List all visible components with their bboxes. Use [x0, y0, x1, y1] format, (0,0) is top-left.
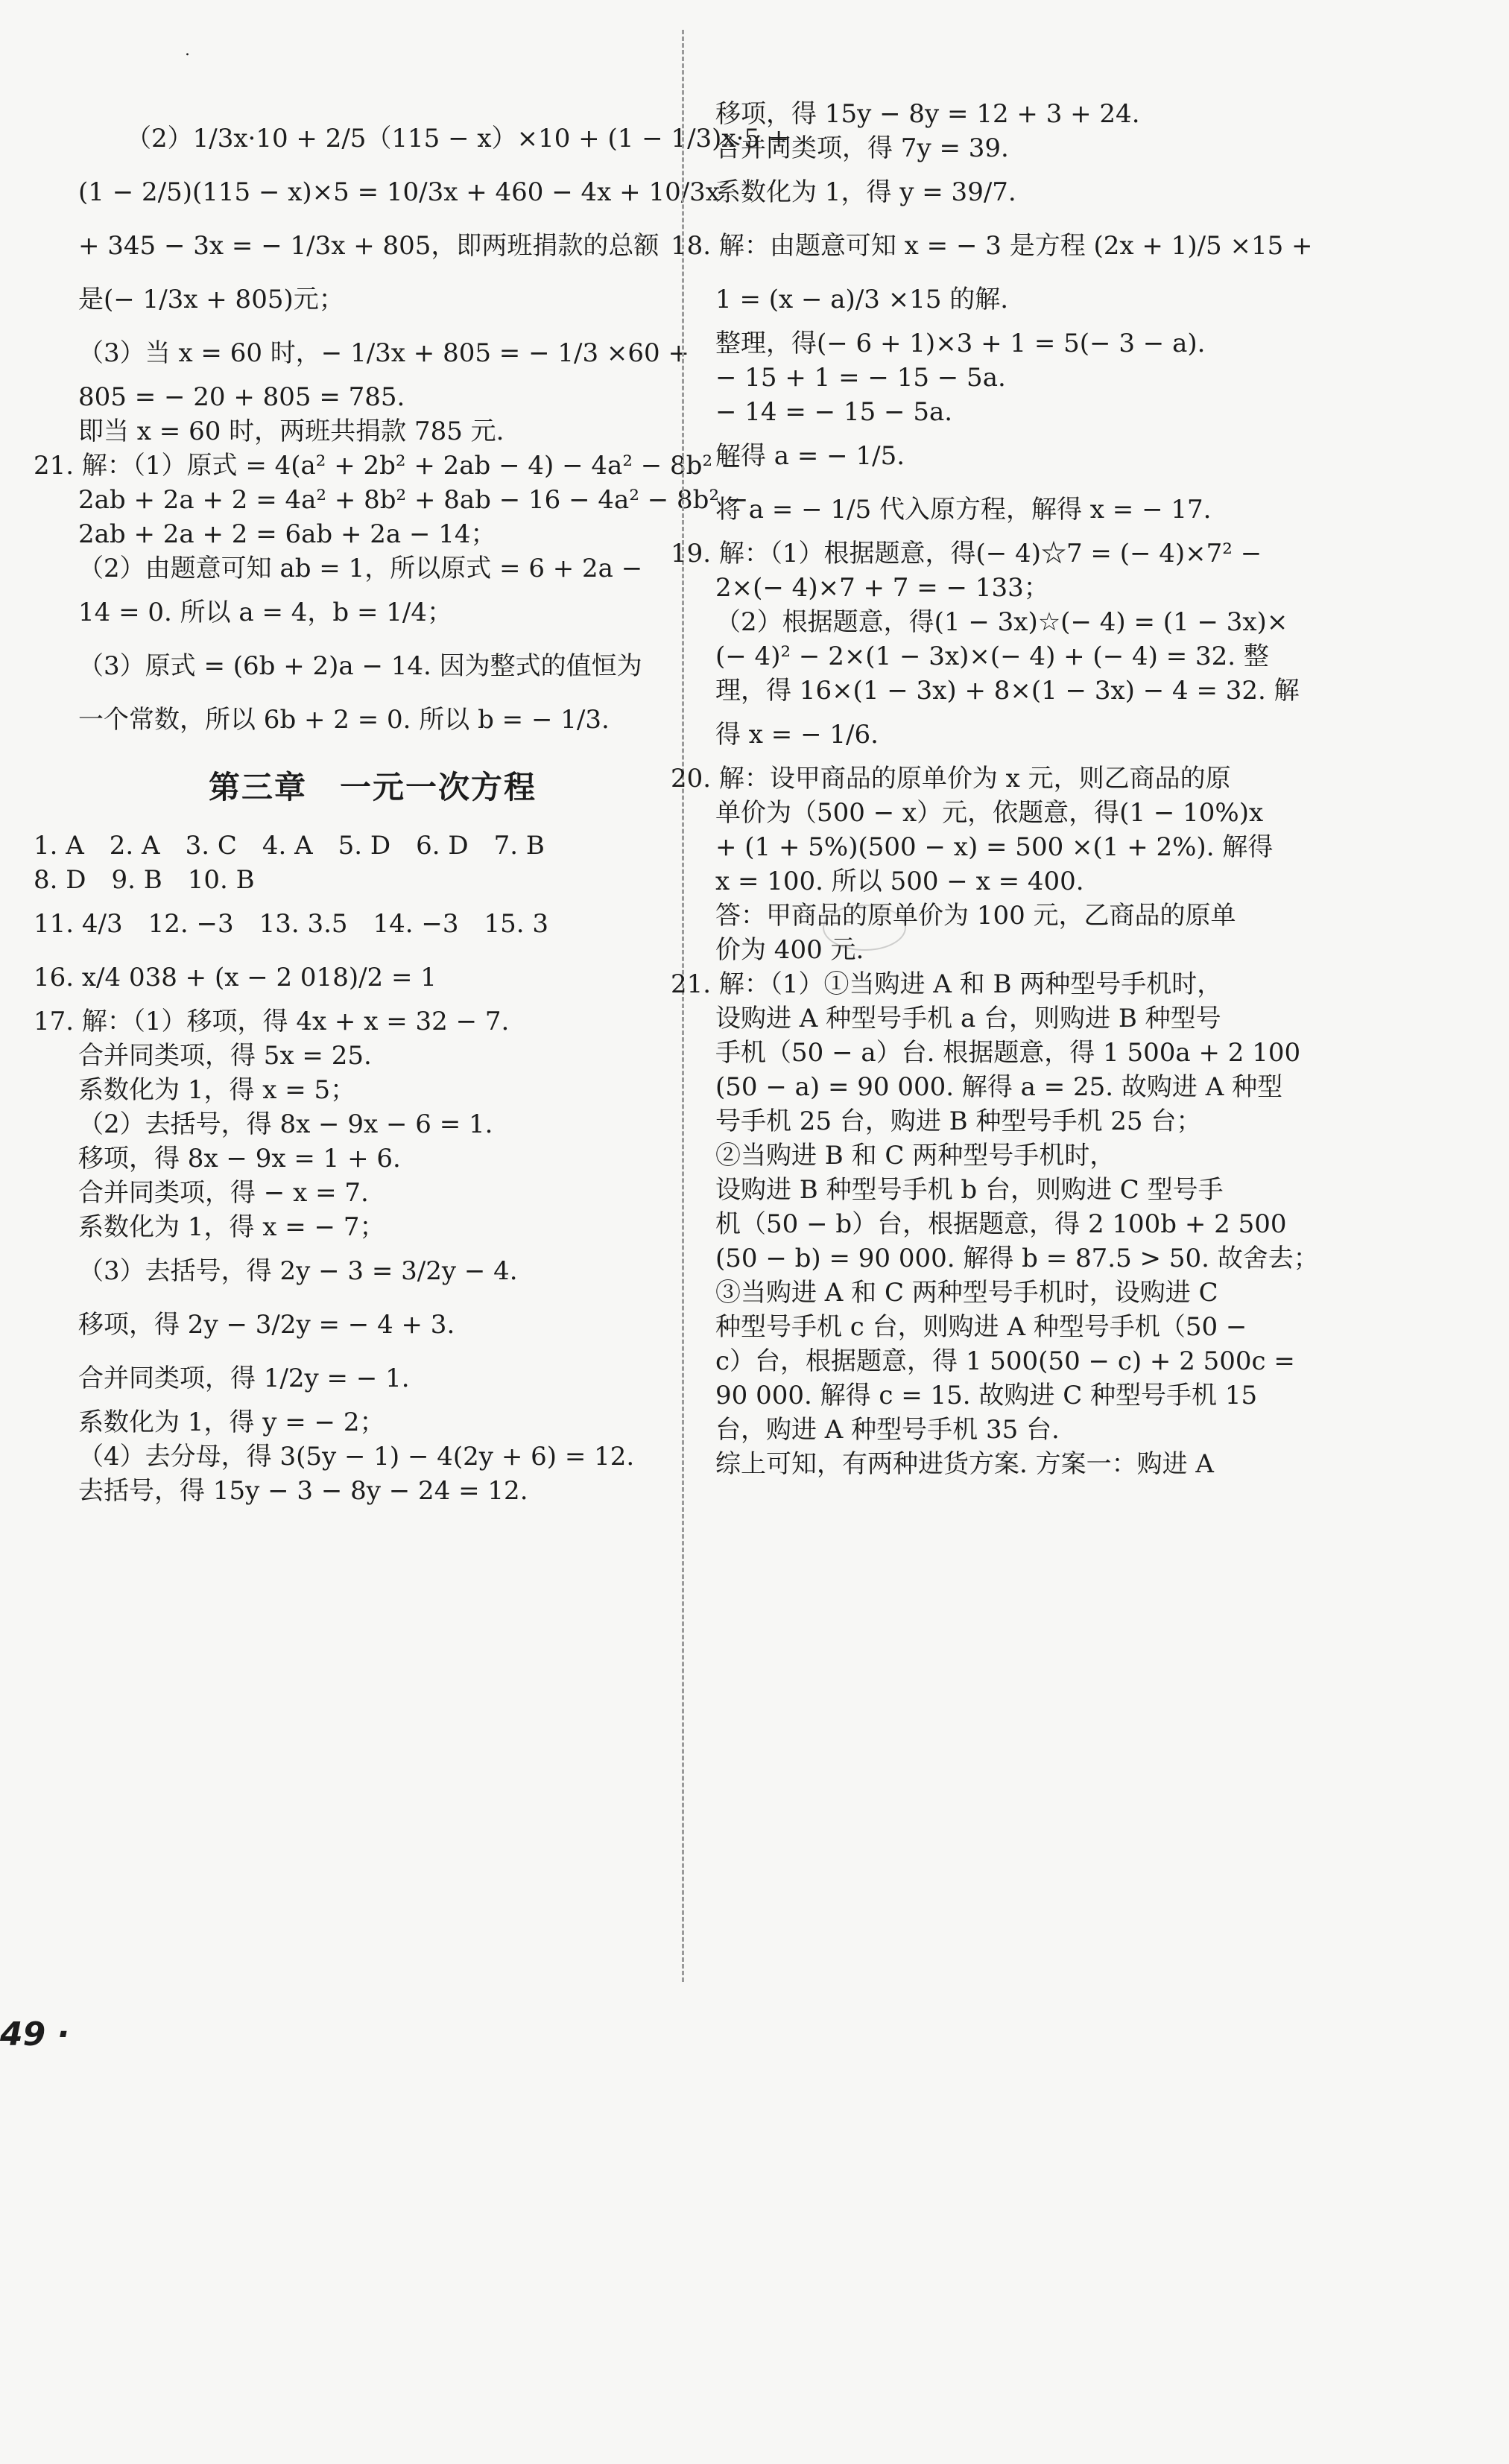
text-line: 90 000. 解得 c = 15. 故购进 C 种型号手机 15 [715, 1381, 1258, 1410]
text-line: 手机（50 − a）台. 根据题意，得 1 500a + 2 100 [715, 1038, 1301, 1068]
text-line: 是(− 1/3x + 805)元； [78, 285, 344, 314]
text-line: 将 a = − 1/5 代入原方程，解得 x = − 17. [715, 495, 1212, 525]
text-line: 系数化为 1，得 x = − 7； [78, 1212, 385, 1242]
text-line: 种型号手机 c 台，则购进 A 种型号手机（50 − [715, 1312, 1247, 1342]
text-line: 移项，得 8x − 9x = 1 + 6. [78, 1144, 401, 1174]
text-line: 合并同类项，得 5x = 25. [78, 1041, 372, 1071]
answers-row: 11. 4/3 12. −3 13. 3.5 14. −3 15. 3 [34, 909, 549, 939]
right-column [671, 99, 1319, 1481]
text-line: − 15 + 1 = − 15 − 5a. [715, 363, 1006, 393]
text-line: （3）原式 = (6b + 2)a − 14. 因为整式的值恒为 [78, 651, 642, 681]
text-line: 系数化为 1，得 x = 5； [78, 1075, 356, 1105]
stray-dot: . [185, 41, 190, 60]
text-line: （4）去分母，得 3(5y − 1) − 4(2y + 6) = 12. [78, 1442, 635, 1472]
question-21-start: 21. 解：（1）①当购进 A 和 B 两种型号手机时， [671, 969, 1223, 999]
text-line: （3）当 x = 60 时，− 1/3x + 805 = − 1/3 ×60 + [78, 338, 689, 368]
text-line: 2ab + 2a + 2 = 4a² + 8b² + 8ab − 16 − 4a² − 8b² − [78, 485, 749, 515]
column-divider [682, 30, 684, 1982]
text-line: （2）去括号，得 8x − 9x − 6 = 1. [78, 1109, 493, 1139]
text-line: 系数化为 1，得 y = − 2； [78, 1407, 385, 1437]
question-20-start: 20. 解：设甲商品的原单价为 x 元，则乙商品的原 [671, 764, 1231, 794]
text-line: + 345 − 3x = − 1/3x + 805，即两班捐款的总额 [78, 231, 659, 261]
text-line: 移项，得 15y − 8y = 12 + 3 + 24. [715, 99, 1140, 129]
text-line: ②当购进 B 和 C 两种型号手机时， [715, 1141, 1116, 1171]
question-21-start: 21. 解：（1）原式 = 4(a² + 2b² + 2ab − 4) − 4a² − 8b² − [34, 451, 742, 481]
answers-row: 1. A 2. A 3. C 4. A 5. D 6. D 7. B [34, 831, 545, 861]
answers-row: 16. x/4 038 + (x − 2 018)/2 = 1 [34, 963, 437, 992]
text-line: 综上可知，有两种进货方案. 方案一：购进 A [715, 1449, 1214, 1479]
text-line: 合并同类项，得 7y = 39. [715, 133, 1009, 163]
text-line: 2×(− 4)×7 + 7 = − 133； [715, 573, 1049, 603]
text-line: 单价为（500 − x）元，依题意，得(1 − 10%)x [715, 798, 1264, 828]
text-line: 答：甲商品的原单价为 100 元，乙商品的原单 [715, 901, 1236, 931]
text-line: (50 − a) = 90 000. 解得 a = 25. 故购进 A 种型 [715, 1072, 1283, 1102]
text-line: （2）1/3x·10 + 2/5（115 − x）×10 + (1 − 1/3)x·5 + [126, 124, 790, 153]
text-line: （2）根据题意，得(1 − 3x)☆(− 4) = (1 − 3x)× [715, 607, 1288, 637]
text-line: 号手机 25 台，购进 B 种型号手机 25 台； [715, 1106, 1202, 1136]
text-line: （2）由题意可知 ab = 1，所以原式 = 6 + 2a − [78, 554, 643, 583]
text-line: 一个常数，所以 6b + 2 = 0. 所以 b = − 1/3. [78, 705, 610, 735]
faint-stamp-mark [820, 902, 909, 954]
text-line: 设购进 A 种型号手机 a 台，则购进 B 种型号 [715, 1004, 1221, 1033]
text-line: 移项，得 2y − 3/2y = − 4 + 3. [78, 1310, 455, 1340]
question-18-start: 18. 解：由题意可知 x = − 3 是方程 (2x + 1)/5 ×15 + [671, 231, 1313, 261]
text-line: 14 = 0. 所以 a = 4，b = 1/4； [78, 598, 453, 627]
text-line: 设购进 B 种型号手机 b 台，则购进 C 型号手 [715, 1175, 1224, 1205]
text-line: 整理，得(− 6 + 1)×3 + 1 = 5(− 3 − a). [715, 329, 1206, 358]
text-line: ③当购进 A 和 C 两种型号手机时，设购进 C [715, 1278, 1218, 1308]
text-line: (50 − b) = 90 000. 解得 b = 87.5 > 50. 故舍去； [715, 1244, 1319, 1273]
text-line: c）台，根据题意，得 1 500(50 − c) + 2 500c = [715, 1346, 1295, 1376]
text-line: (1 − 2/5)(115 − x)×5 = 10/3x + 460 − 4x + 10/3x [78, 177, 720, 207]
question-17-start: 17. 解：（1）移项，得 4x + x = 32 − 7. [34, 1007, 510, 1036]
text-line: 去括号，得 15y − 3 − 8y − 24 = 12. [78, 1476, 528, 1506]
text-line: 解得 a = − 1/5. [715, 441, 905, 471]
text-line: （3）去括号，得 2y − 3 = 3/2y − 4. [78, 1256, 518, 1286]
answers-row: 8. D 9. B 10. B [34, 865, 255, 895]
text-line: 机（50 − b）台，根据题意，得 2 100b + 2 500 [715, 1209, 1287, 1239]
chapter-title: 第三章 一元一次方程 [208, 769, 537, 805]
text-line: 合并同类项，得 1/2y = − 1. [78, 1364, 410, 1393]
text-line: + (1 + 5%)(500 − x) = 500 ×(1 + 2%). 解得 [715, 832, 1274, 862]
page-number: 49 · [0, 2015, 70, 2053]
text-line: 台，购进 A 种型号手机 35 台. [715, 1415, 1060, 1445]
text-line: 理，得 16×(1 − 3x) + 8×(1 − 3x) − 4 = 32. 解 [715, 676, 1300, 706]
text-line: − 14 = − 15 − 5a. [715, 397, 953, 427]
text-line: 2ab + 2a + 2 = 6ab + 2a − 14； [78, 519, 496, 549]
text-line: 805 = − 20 + 805 = 785. [78, 382, 405, 412]
text-line: 得 x = − 1/6. [715, 720, 879, 750]
text-line: 价为 400 元. [715, 935, 864, 965]
text-line: x = 100. 所以 500 − x = 400. [715, 867, 1084, 896]
question-19-start: 19. 解：（1）根据题意，得(− 4)☆7 = (− 4)×7² − [671, 539, 1262, 569]
text-line: (− 4)² − 2×(1 − 3x)×(− 4) + (− 4) = 32. 整 [715, 642, 1269, 671]
text-line: 系数化为 1，得 y = 39/7. [715, 177, 1016, 207]
text-line: 合并同类项，得 − x = 7. [78, 1178, 369, 1208]
text-line: 即当 x = 60 时，两班共捐款 785 元. [78, 417, 504, 446]
text-line: 1 = (x − a)/3 ×15 的解. [715, 285, 1009, 314]
